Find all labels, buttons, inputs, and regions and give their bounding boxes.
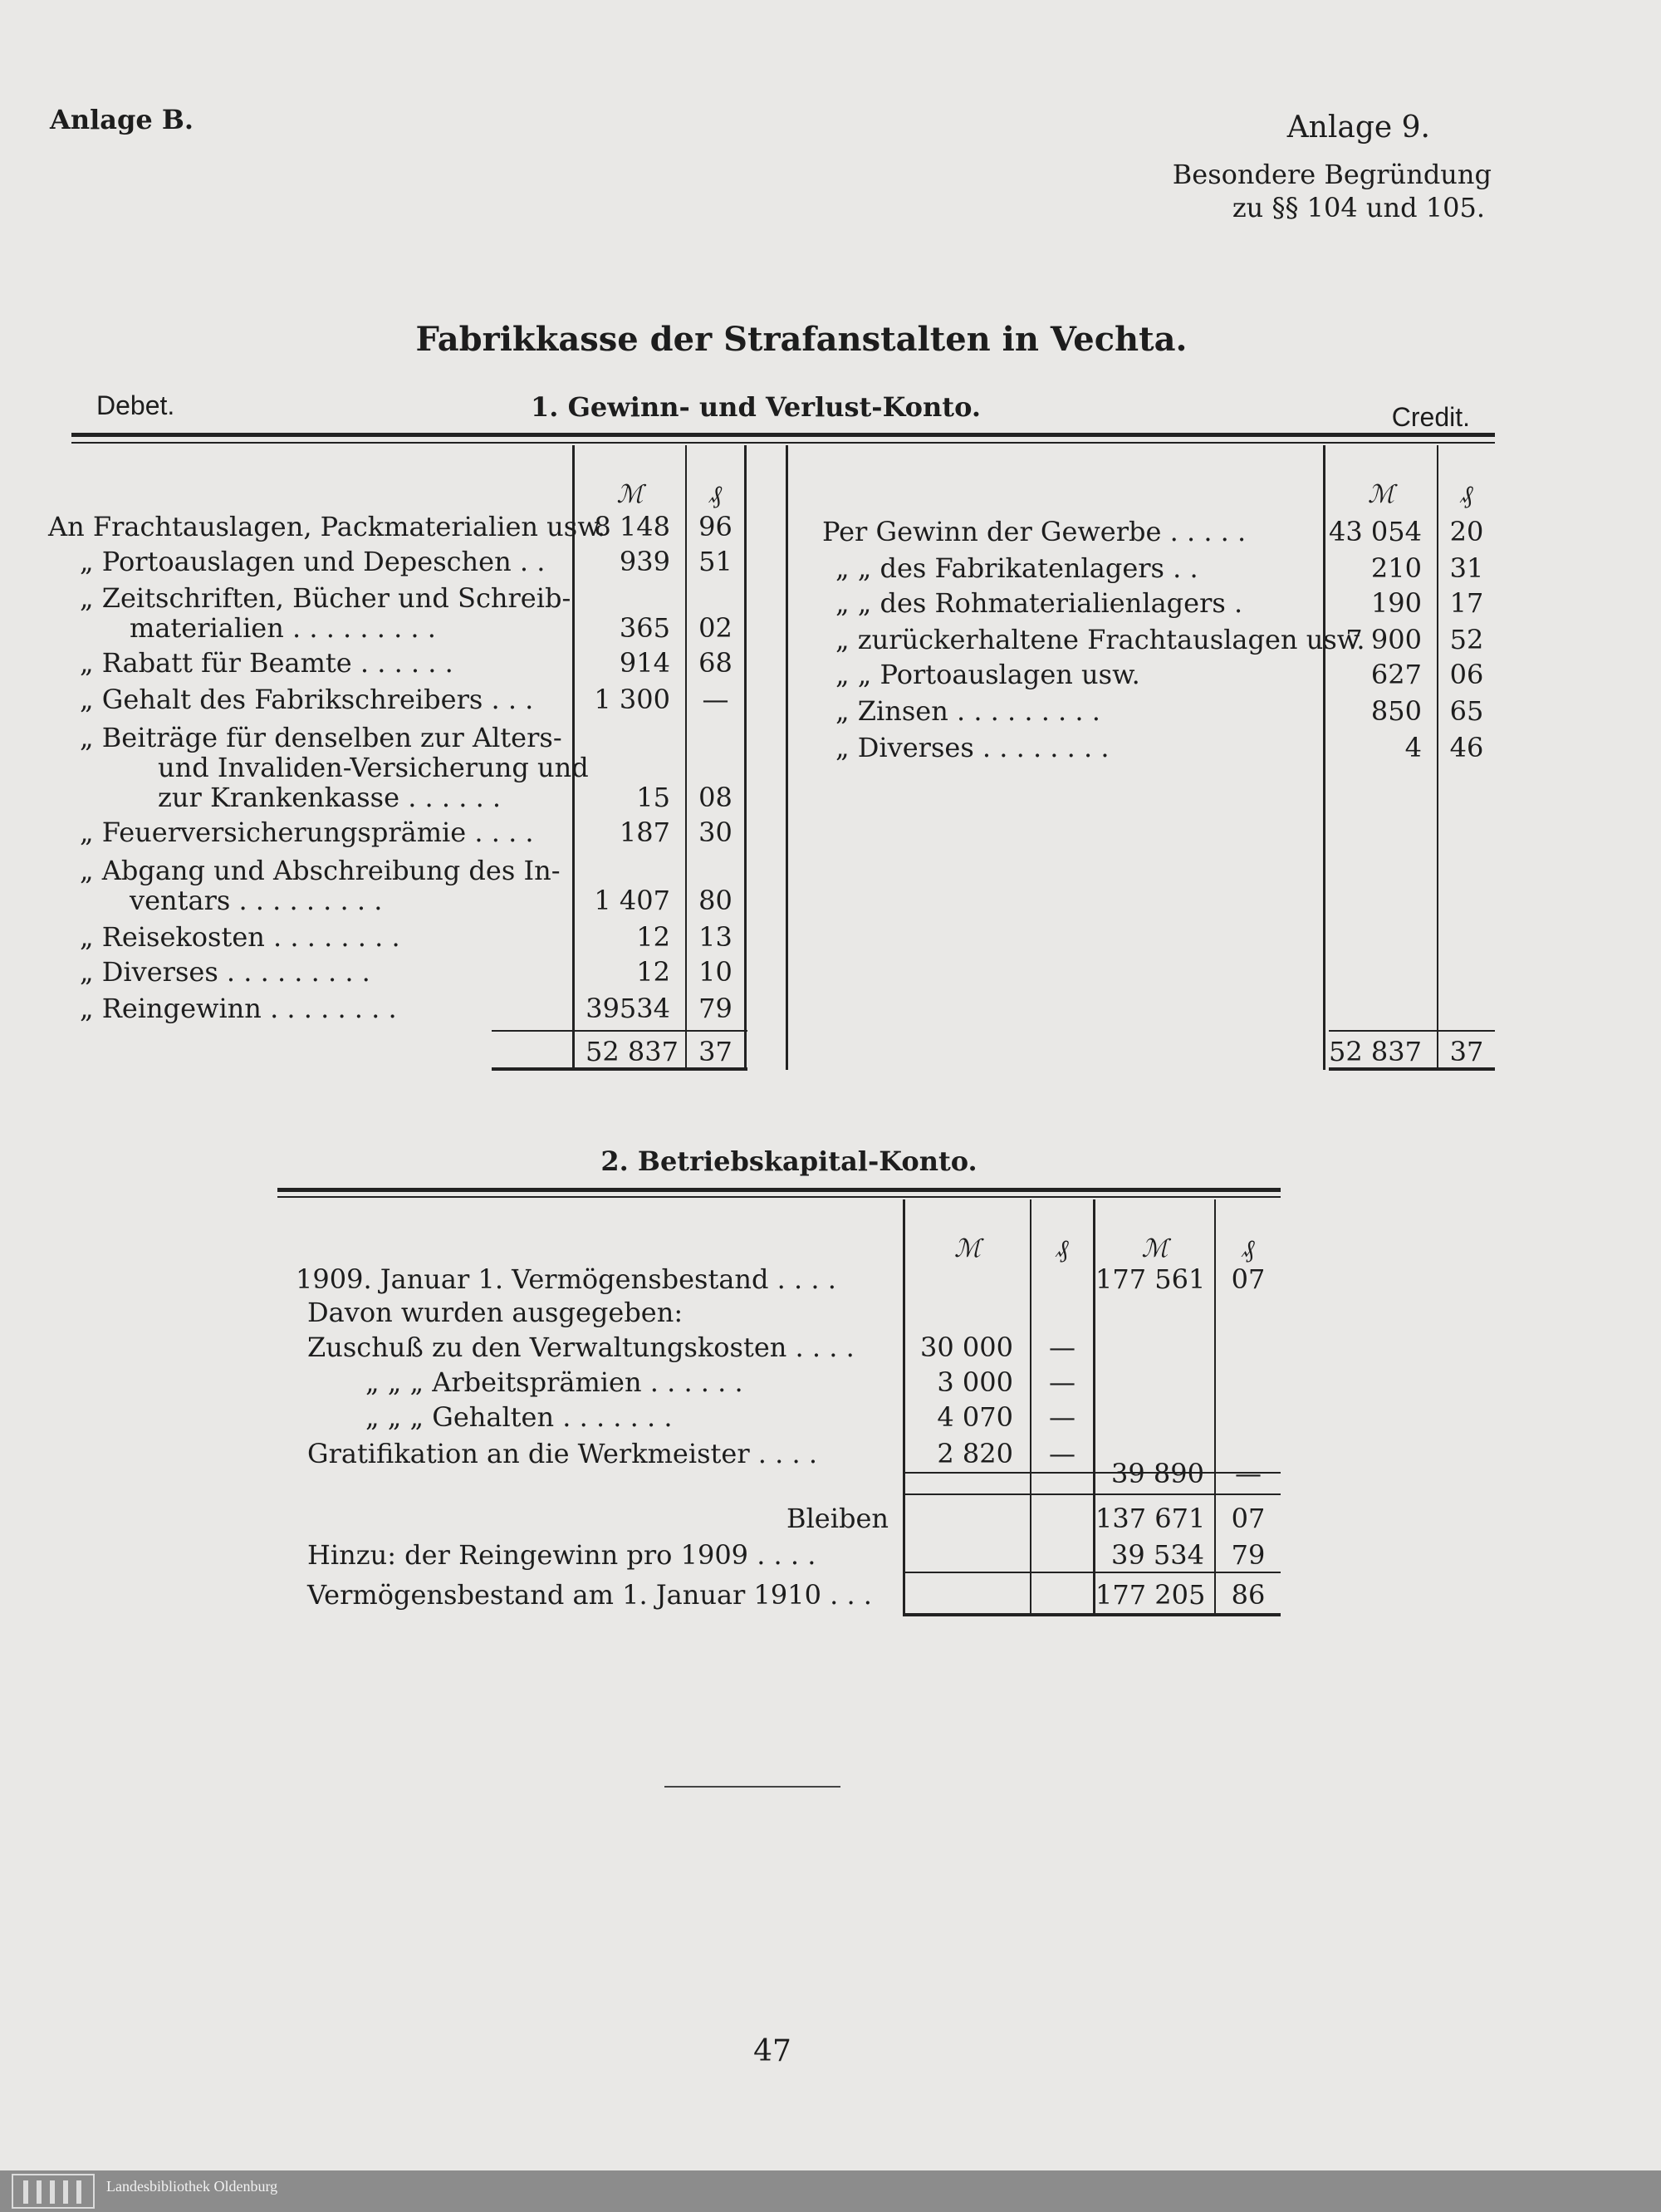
debit-row-mark: 8 148 bbox=[594, 511, 670, 542]
library-footer-label: Landesbibliothek Oldenburg bbox=[106, 2178, 278, 2195]
expense-row-mark: 2 820 bbox=[937, 1438, 1013, 1469]
credit-row-pf: 46 bbox=[1449, 732, 1484, 763]
credit-row-mark: 210 bbox=[1370, 552, 1422, 584]
debit-row-mark: 39534 bbox=[586, 993, 670, 1024]
expense-row-text: „ „ „ Arbeitsprämien . . . . . . bbox=[365, 1366, 743, 1398]
closing-text: Vermögensbestand am 1. Januar 1910 . . . bbox=[307, 1579, 872, 1611]
credit-unit-mark: ℳ bbox=[1367, 480, 1395, 509]
debit-row-mark: 12 bbox=[636, 956, 670, 988]
remain-label: Bleiben bbox=[786, 1503, 889, 1534]
expense-row-pf: — bbox=[1049, 1438, 1075, 1469]
debit-unit-mark: ℳ bbox=[616, 480, 644, 509]
expense-row-pf: — bbox=[1049, 1401, 1075, 1433]
credit-row-pf: 31 bbox=[1449, 552, 1484, 584]
closing-rule bbox=[905, 1572, 1281, 1573]
expense-row-mark: 4 070 bbox=[937, 1401, 1013, 1433]
annex-9-title: Anlage 9. bbox=[1286, 110, 1430, 145]
account2-unit-mark-1: ℳ bbox=[953, 1234, 982, 1263]
credit-row-pf: 65 bbox=[1449, 695, 1484, 727]
debit-col-line-3 bbox=[744, 445, 747, 1070]
profit-pf: 79 bbox=[1231, 1539, 1266, 1571]
expense-row-text: Gratifikation an die Werkmeister . . . . bbox=[307, 1438, 817, 1469]
debit-row-text: „ Beiträge für denselben zur Alters- bbox=[80, 722, 562, 753]
debit-row-pf: 10 bbox=[698, 956, 733, 988]
debit-row-pf: 13 bbox=[698, 921, 733, 953]
debit-row-mark: 365 bbox=[619, 612, 670, 644]
debit-row-text: „ Diverses . . . . . . . . . bbox=[80, 956, 370, 988]
credit-row-pf: 06 bbox=[1449, 659, 1484, 690]
credit-total-mark: 52 837 bbox=[1329, 1036, 1422, 1067]
main-title: Fabrikkasse der Strafanstalten in Vechta. bbox=[415, 320, 1188, 359]
credit-row-text: „ „ des Rohmaterialienlagers . bbox=[835, 587, 1243, 619]
debit-row-pf: 51 bbox=[698, 546, 733, 577]
credit-row-pf: 52 bbox=[1449, 624, 1484, 655]
credit-row-text: Per Gewinn der Gewerbe . . . . . bbox=[822, 516, 1247, 547]
page-number: 47 bbox=[753, 2034, 791, 2068]
credit-row-pf: 17 bbox=[1449, 587, 1484, 619]
debit-row-text-cont: zur Krankenkasse . . . . . . bbox=[158, 782, 502, 813]
expense-row-text: Zuschuß zu den Verwaltungskosten . . . . bbox=[307, 1332, 855, 1363]
debit-row-pf: — bbox=[702, 684, 729, 715]
debit-row-pf: 02 bbox=[698, 612, 733, 644]
credit-row-mark: 850 bbox=[1370, 695, 1422, 727]
debit-row-mark: 914 bbox=[619, 647, 670, 679]
debit-row-text-cont: materialien . . . . . . . . . bbox=[130, 612, 436, 644]
debit-row-text: „ Reingewinn . . . . . . . . bbox=[80, 993, 397, 1024]
debit-row-text: „ Reisekosten . . . . . . . . bbox=[80, 921, 400, 953]
debit-unit-pf: ₰ bbox=[709, 480, 722, 509]
debit-label: Debet. bbox=[96, 390, 175, 420]
expense-row-pf: — bbox=[1049, 1366, 1075, 1398]
spent-heading: Davon wurden ausgegeben: bbox=[307, 1297, 684, 1328]
account2-title: 2. Betriebskapital-Konto. bbox=[600, 1145, 977, 1177]
debit-row-mark: 1 300 bbox=[594, 684, 670, 715]
closing-mark: 177 205 bbox=[1095, 1579, 1206, 1611]
debit-row-text-cont: ventars . . . . . . . . . bbox=[130, 885, 383, 916]
credit-total-rule bbox=[1329, 1030, 1495, 1032]
debit-row-pf: 80 bbox=[698, 885, 733, 916]
end-separator-rule bbox=[664, 1786, 840, 1788]
debit-row-text: „ Rabatt für Beamte . . . . . . bbox=[80, 647, 453, 679]
library-building-icon bbox=[12, 2174, 95, 2209]
credit-row-text: „ Diverses . . . . . . . . bbox=[835, 732, 1110, 763]
opening-balance-text: 1909. Januar 1. Vermögensbestand . . . . bbox=[296, 1263, 836, 1295]
debit-total-pf: 37 bbox=[698, 1036, 733, 1067]
debit-row-text: „ Abgang und Abschreibung des In- bbox=[80, 855, 561, 886]
credit-row-mark: 4 bbox=[1404, 732, 1422, 763]
closing-double-rule bbox=[905, 1613, 1281, 1616]
annex-subtitle-1: Besondere Begründung bbox=[1172, 159, 1492, 190]
profit-mark: 39 534 bbox=[1111, 1539, 1204, 1571]
debit-total-mark: 52 837 bbox=[586, 1036, 679, 1067]
credit-col-line-1 bbox=[786, 445, 788, 1070]
account2-unit-mark-2: ℳ bbox=[1141, 1234, 1169, 1263]
debit-row-pf: 96 bbox=[698, 511, 733, 542]
credit-row-mark: 7 900 bbox=[1345, 624, 1422, 655]
opening-balance-pf: 07 bbox=[1231, 1263, 1266, 1295]
credit-row-text: „ „ Portoauslagen usw. bbox=[835, 659, 1140, 690]
account2-unit-pf-1: ₰ bbox=[1056, 1234, 1069, 1263]
debit-row-text: „ Feuerversicherungsprämie . . . . bbox=[80, 817, 534, 848]
closing-pf: 86 bbox=[1231, 1579, 1266, 1611]
expense-row-mark: 3 000 bbox=[937, 1366, 1013, 1398]
expense-row-text: „ „ „ Gehalten . . . . . . . bbox=[365, 1401, 673, 1433]
account1-title: 1. Gewinn- und Verlust-Konto. bbox=[531, 391, 981, 423]
debit-row-pf: 79 bbox=[698, 993, 733, 1024]
debit-total-rule bbox=[492, 1030, 747, 1032]
remain-mark: 137 671 bbox=[1095, 1503, 1206, 1534]
credit-total-pf: 37 bbox=[1449, 1036, 1484, 1067]
annex-b-label: Anlage B. bbox=[50, 104, 194, 135]
account2-top-rule-thick bbox=[277, 1188, 1281, 1192]
credit-row-text: „ „ des Fabrikatenlagers . . bbox=[835, 552, 1198, 584]
debit-row-pf: 30 bbox=[698, 817, 733, 848]
account1-top-rule-thin bbox=[71, 442, 1495, 444]
debit-row-text: „ Gehalt des Fabrikschreibers . . . bbox=[80, 684, 534, 715]
debit-row-text-cont: und Invaliden-Versicherung und bbox=[158, 752, 589, 783]
debit-row-mark: 939 bbox=[619, 546, 670, 577]
remain-pf: 07 bbox=[1231, 1503, 1266, 1534]
credit-label: Credit. bbox=[1391, 402, 1470, 432]
debit-row-pf: 68 bbox=[698, 647, 733, 679]
account2-unit-pf-2: ₰ bbox=[1242, 1234, 1255, 1263]
credit-unit-pf: ₰ bbox=[1460, 480, 1473, 509]
debit-row-mark: 1 407 bbox=[594, 885, 670, 916]
credit-row-text: „ zurückerhaltene Frachtauslagen usw. bbox=[835, 624, 1365, 655]
credit-row-text: „ Zinsen . . . . . . . . . bbox=[835, 695, 1100, 727]
opening-balance-mark: 177 561 bbox=[1095, 1263, 1206, 1295]
expense-row-mark: 30 000 bbox=[920, 1332, 1013, 1363]
credit-row-pf: 20 bbox=[1449, 516, 1484, 547]
debit-row-mark: 187 bbox=[619, 817, 670, 848]
expense-total-mark: 39 890 bbox=[1111, 1458, 1204, 1489]
remain-rule bbox=[905, 1493, 1281, 1495]
account1-top-rule-thick bbox=[71, 433, 1495, 437]
credit-row-mark: 190 bbox=[1370, 587, 1422, 619]
debit-total-double-rule bbox=[492, 1067, 747, 1071]
debit-row-text: „ Portoauslagen und Depeschen . . bbox=[80, 546, 546, 577]
expense-total-pf: — bbox=[1235, 1458, 1262, 1489]
debit-row-mark: 12 bbox=[636, 921, 670, 953]
credit-total-double-rule bbox=[1329, 1067, 1495, 1071]
account2-top-rule-thin bbox=[277, 1196, 1281, 1198]
debit-row-mark: 15 bbox=[636, 782, 670, 813]
debit-row-text: An Frachtauslagen, Packmaterialien usw. bbox=[48, 511, 605, 542]
annex-subtitle-2: zu §§ 104 und 105. bbox=[1232, 192, 1485, 223]
debit-row-pf: 08 bbox=[698, 782, 733, 813]
credit-row-mark: 43 054 bbox=[1329, 516, 1422, 547]
credit-row-mark: 627 bbox=[1370, 659, 1422, 690]
profit-text: Hinzu: der Reingewinn pro 1909 . . . . bbox=[307, 1539, 816, 1571]
expense-row-pf: — bbox=[1049, 1332, 1075, 1363]
debit-row-text: „ Zeitschriften, Bücher und Schreib- bbox=[80, 582, 571, 614]
